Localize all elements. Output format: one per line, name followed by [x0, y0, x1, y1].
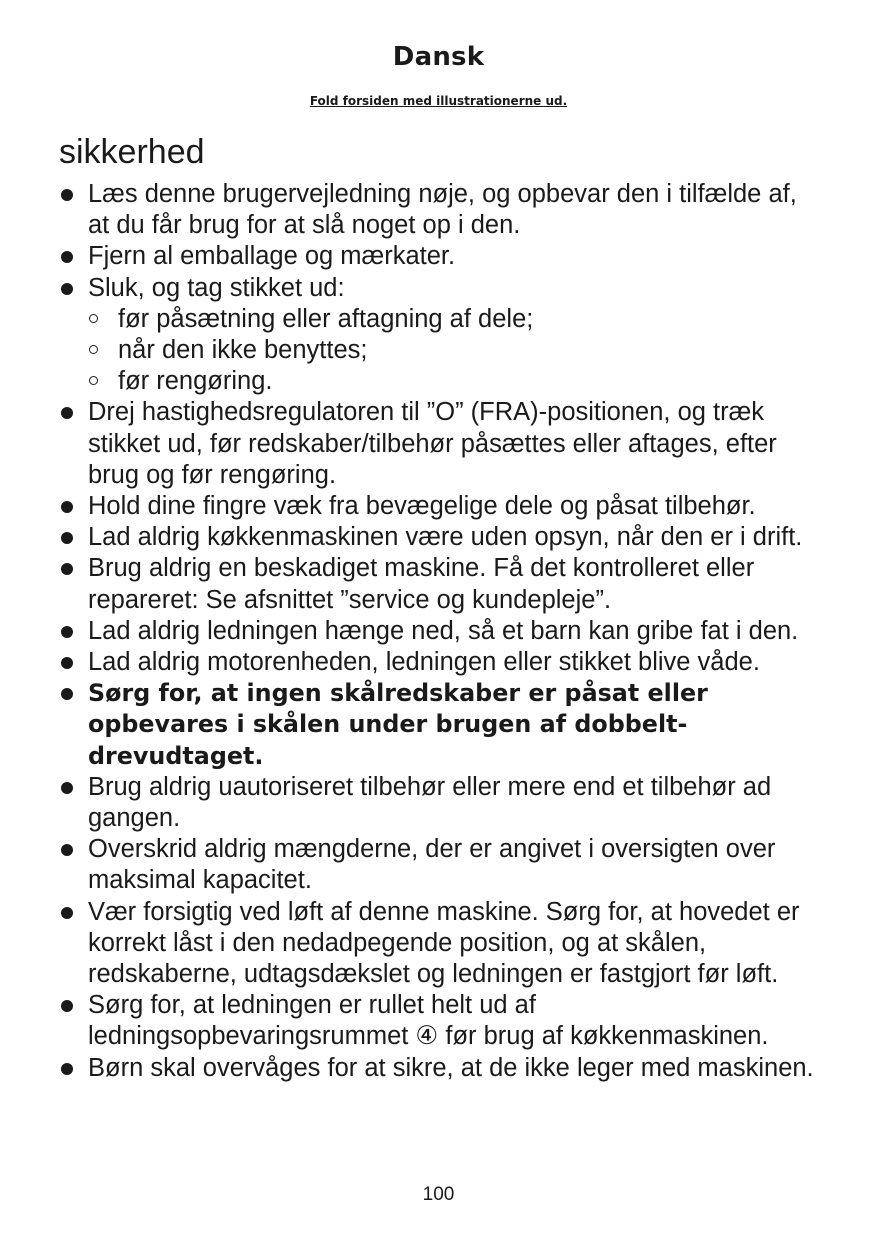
fold-instruction: Fold forsiden med illustrationerne ud.: [309, 94, 568, 108]
list-item: [0, 522, 877, 553]
sub-list-item: [0, 304, 877, 335]
list-item-warning: [0, 678, 877, 772]
circle-bullet-icon: [89, 376, 98, 385]
item-text: Lad aldrig køkkenmaskinen være uden opsyn, når den er i drift.: [88, 523, 803, 552]
item-text: Sluk, og tag stikket ud:: [88, 273, 345, 302]
bullet-icon: [61, 657, 73, 669]
bullet-icon: [61, 532, 73, 544]
list-item: [0, 772, 877, 834]
item-text: Brug aldrig uautoriseret tilbehør eller mere end et tilbehør ad gangen.: [88, 772, 772, 833]
item-text: Lad aldrig motorenheden, ledningen eller stikket blive våde.: [88, 648, 760, 677]
list-item: [0, 179, 877, 241]
item-text: Børn skal overvåges for at sikre, at de ikke leger med maskinen.: [88, 1053, 814, 1082]
bullet-icon: [61, 626, 73, 638]
list-item: [0, 553, 877, 615]
item-text: Sørg for, at ingen skålredskaber er påsat eller opbevares i skålen under brugen af dobbelt-drevudtaget.: [88, 679, 708, 770]
item-text: Brug aldrig en beskadiget maskine. Få det kontrolleret eller repareret: Se afsnittet ”service og kundepleje”.: [88, 554, 755, 614]
safety-list: [0, 179, 877, 1084]
item-text: Hold dine fingre væk fra bevægelige dele og påsat tilbehør.: [88, 492, 756, 521]
sub-list-item: [0, 366, 877, 397]
list-item: [0, 273, 877, 304]
bullet-icon: [61, 688, 73, 700]
item-text: Overskrid aldrig mængderne, der er angivet i oversigten over maksimal kapacitet.: [88, 835, 776, 895]
bullet-icon: [61, 251, 73, 263]
sub-item-text: når den ikke benyttes;: [118, 336, 368, 365]
list-item: [0, 241, 877, 272]
page-number: 100: [422, 1184, 455, 1205]
list-item: [0, 616, 877, 647]
bullet-icon: [61, 907, 73, 919]
bullet-icon: [61, 1063, 73, 1075]
bullet-icon: [61, 782, 73, 794]
language-heading: Dansk: [392, 42, 485, 72]
item-text: Drej hastighedsregulatoren til ”O” (FRA)-positionen, og træk stikket ud, før redskaber/tilbehør påsættes eller aftages, efter brug og før rengøring.: [88, 398, 777, 489]
sub-item-text: før rengøring.: [118, 367, 273, 396]
sub-list-item: [0, 335, 877, 366]
sub-item-text: før påsætning eller aftagning af dele;: [118, 304, 534, 333]
item-text: Fjern al emballage og mærkater.: [88, 242, 456, 271]
circle-bullet-icon: [89, 314, 98, 323]
circle-bullet-icon: [89, 345, 98, 354]
item-text: Lad aldrig ledningen hænge ned, så et barn kan gribe fat i den.: [88, 616, 799, 645]
list-item: [0, 491, 877, 522]
section-title: sikkerhed: [59, 133, 205, 171]
list-item: [0, 897, 877, 991]
bullet-icon: [61, 501, 73, 513]
bullet-icon: [61, 407, 73, 419]
bullet-icon: [61, 283, 73, 295]
list-item: [0, 1053, 877, 1084]
item-text: Vær forsigtig ved løft af denne maskine. Sørg for, at hovedet er korrekt låst i den nedadpegende position, og at skålen, redskaberne, udtagsdækslet og ledningen er fastgjort før løft.: [88, 897, 800, 989]
bullet-icon: [61, 563, 73, 575]
bullet-icon: [61, 844, 73, 856]
list-item: [0, 397, 877, 491]
item-text: Læs denne brugervejledning nøje, og opbevar den i tilfælde af, at du får brug for at slå noget op i den.: [88, 180, 797, 240]
list-item: [0, 647, 877, 678]
bullet-icon: [61, 189, 73, 201]
list-item: [0, 834, 877, 896]
item-text: Sørg for, at ledningen er rullet helt ud af ledningsopbevaringsrummet ④ før brug af køkkenmaskinen.: [88, 991, 769, 1051]
list-item: [0, 990, 877, 1052]
bullet-icon: [61, 1000, 73, 1012]
